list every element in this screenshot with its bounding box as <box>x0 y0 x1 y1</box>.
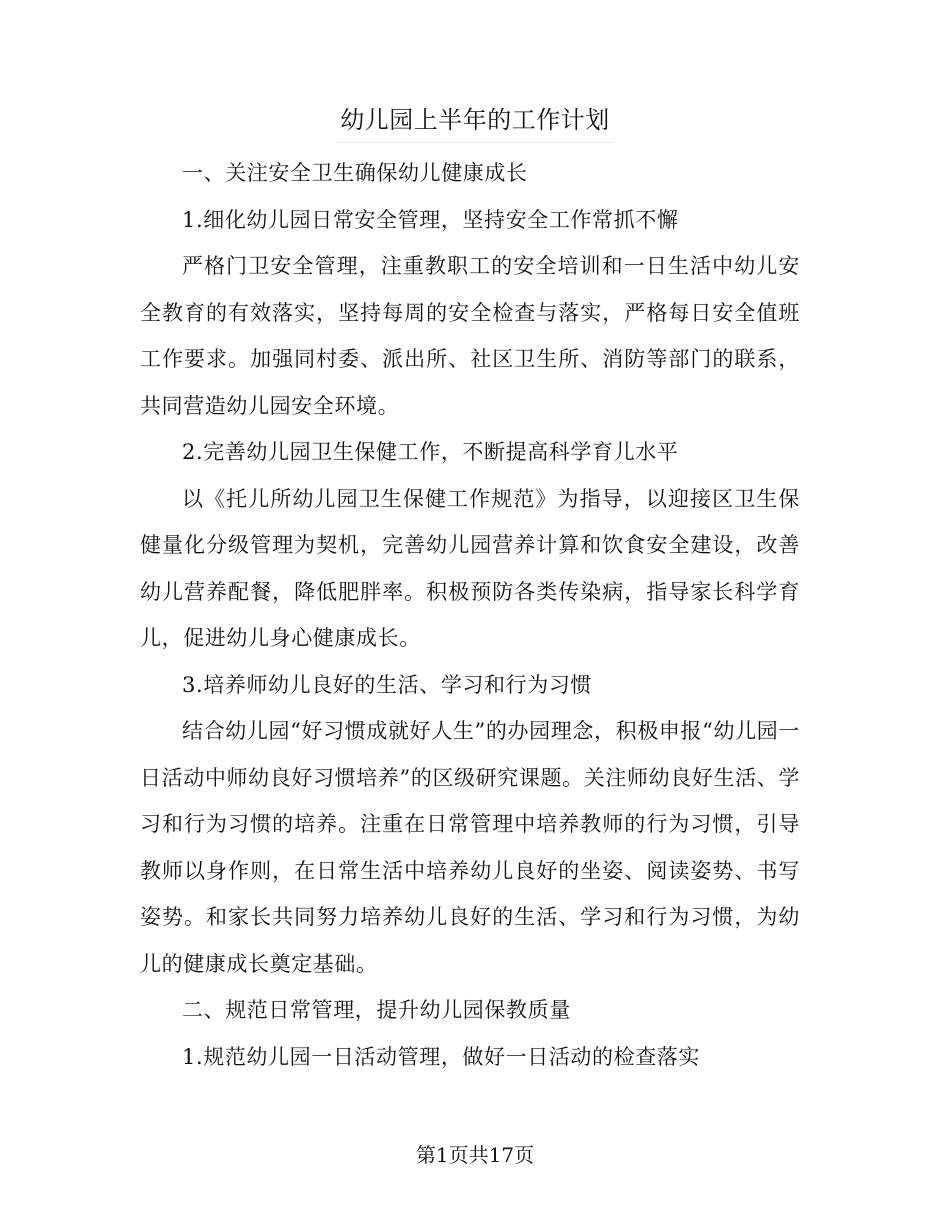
document-title: 幼儿园上半年的工作计划 <box>336 98 614 143</box>
subheading-2-1: 1.规范幼儿园一日活动管理，做好一日活动的检查落实 <box>182 1044 701 1069</box>
subheading-1-1: 1.细化幼儿园日常安全管理，坚持安全工作常抓不懈 <box>182 207 679 232</box>
title-wrap <box>0 98 950 143</box>
subheading-1-2: 2.完善幼儿园卫生保健工作，不断提高科学育儿水平 <box>182 440 679 464</box>
paragraph-1-3: 结合幼儿园“好习惯成就好人生”的办园理念，积极申报“幼儿园一日活动中师幼良好习惯培养”的区级研究课题。关注师幼良好生活、学习和行为习惯的培养。注重在日常管理中培养教师的行为习惯，引导教师以身作则，在日常生活中培养幼儿良好的坐姿、阅读姿势、书写姿势。和家长共同努力培养幼儿良好的生活、学习和行为习惯，为幼儿的健康成长奠定基础。 <box>140 719 800 976</box>
subheading-1-3: 3.培养师幼儿良好的生活、学习和行为习惯 <box>182 672 593 697</box>
paragraph-1-1: 严格门卫安全管理，注重教职工的安全培训和一日生活中幼儿安全教育的有效落实，坚持每周的安全检查与落实，严格每日安全值班工作要求。加强同村委、派出所、社区卫生所、消防等部门的联系，共同营造幼儿园安全环境。 <box>140 254 800 418</box>
section-heading-2: 二、规范日常管理，提升幼儿园保教质量 <box>182 998 571 1022</box>
section-heading-1: 一、关注安全卫生确保幼儿健康成长 <box>182 161 528 185</box>
paragraph-1-2: 以《托儿所幼儿园卫生保健工作规范》为指导，以迎接区卫生保健量化分级管理为契机，完善幼儿园营养计算和饮食安全建设，改善幼儿营养配餐，降低肥胖率。积极预防各类传染病，指导家长科学育儿，促进幼儿身心健康成长。 <box>140 486 800 650</box>
document-body <box>140 150 800 1080</box>
page-footer: 第1页共17页 <box>415 1143 535 1167</box>
